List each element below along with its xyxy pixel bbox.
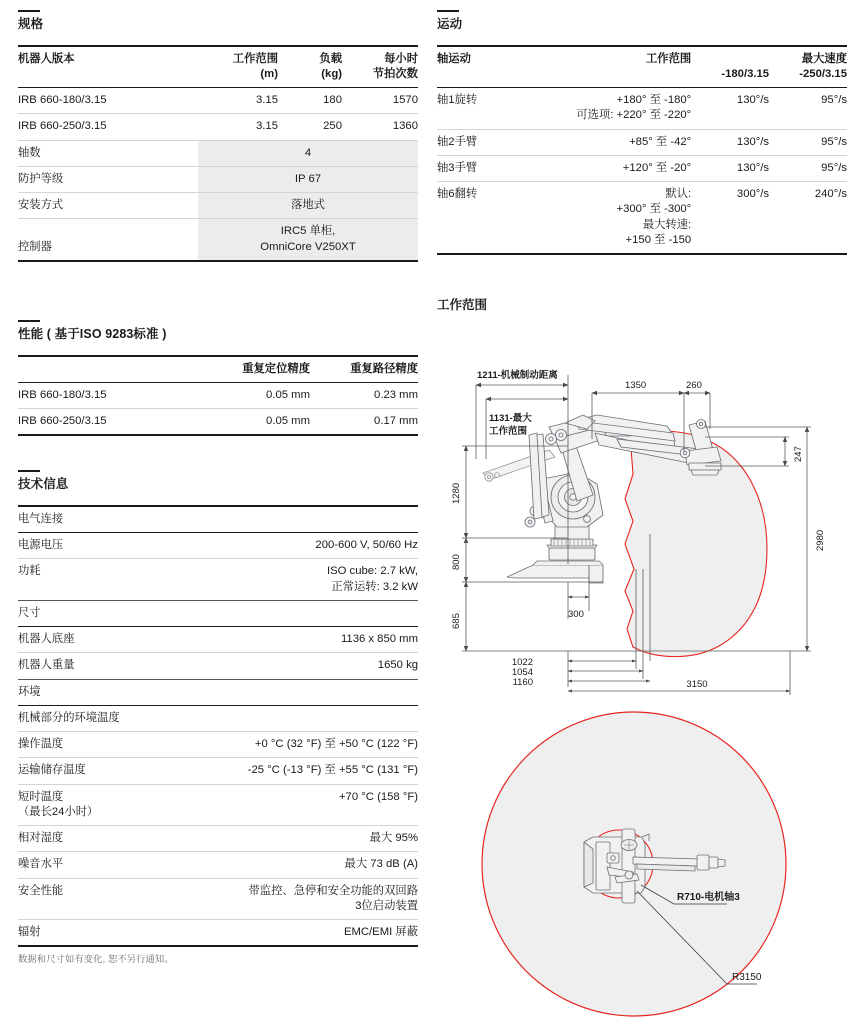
header-payload: 负载 <box>278 46 342 67</box>
table-row <box>18 852 418 878</box>
section-title-motion: 运动 <box>437 17 463 31</box>
label-1350: 1350 <box>625 380 647 392</box>
label-1022: 1022 <box>511 657 533 669</box>
table-row <box>437 129 847 155</box>
header-max-speed-spacer <box>691 46 769 67</box>
section-rule-icon <box>437 10 459 12</box>
table-row <box>18 166 418 192</box>
header-cycles-sub: 节拍次数 <box>342 67 418 88</box>
label-r710: R710-电机轴3 <box>677 892 740 904</box>
cell-label-protection: 防护等级 <box>18 166 198 192</box>
table-row <box>18 193 418 219</box>
section-technical-information <box>18 470 418 965</box>
cell-speed-250-axis-6: 240°/s <box>769 182 847 255</box>
axis-6-range-line-3: 最大转速: <box>642 218 692 231</box>
table-row <box>18 784 418 826</box>
group-header-spacer <box>202 679 418 705</box>
table-row <box>18 920 418 947</box>
axis-6-range-line-1: 默认: <box>665 188 692 201</box>
cell-label-noise: 噪音水平 <box>18 852 202 878</box>
cell-label-short-temp <box>18 784 202 826</box>
power-line-1: ISO cube: 2.7 kW, <box>326 565 418 578</box>
label-3150: 3150 <box>686 679 708 691</box>
table-header-subrow <box>18 67 418 88</box>
axis-1-range-line-1: +180° 至 -180° <box>616 94 692 107</box>
cell-label-controller: 控制器 <box>18 219 198 261</box>
safety-line-2: 3位启动装置 <box>355 899 418 912</box>
cell-payload: 250 <box>278 114 342 140</box>
cell-position-repeatability: 0.05 mm <box>202 409 310 436</box>
group-title-environment: 环境 <box>18 679 202 705</box>
section-title-specifications: 规格 <box>18 17 44 31</box>
cell-speed-180-axis-1: 130°/s <box>691 88 769 130</box>
table-row <box>18 409 418 436</box>
section-rule-icon <box>18 320 40 322</box>
motion-table <box>437 45 847 256</box>
table-row <box>18 878 418 920</box>
axis-1-range-line-2: 可选项: +220° 至 -220° <box>576 109 692 122</box>
axis-6-range-line-4: +150 至 -150 <box>625 233 692 246</box>
cell-label-power-consumption: 功耗 <box>18 559 202 601</box>
section-specifications <box>18 10 418 262</box>
header-path-repeatability: 重复路径精度 <box>310 356 418 383</box>
header-robot-version-sub <box>18 67 198 88</box>
section-performance <box>18 320 418 436</box>
cell-path-repeatability: 0.17 mm <box>310 409 418 436</box>
header-speed-250: -250/3.15 <box>769 67 847 88</box>
cell-robot-version: IRB 660-250/3.15 <box>18 114 198 140</box>
working-range-title: 工作范围 <box>437 298 488 313</box>
cell-speed-180-axis-2: 130°/s <box>691 129 769 155</box>
power-line-2: 正常运转: 3.2 kW <box>331 580 418 593</box>
cell-robot-version: IRB 660-180/3.15 <box>18 382 202 408</box>
table-row <box>18 88 418 114</box>
cell-label-ambient-temp: 机械部分的环境温度 <box>18 705 202 731</box>
label-247: 247 <box>793 446 804 463</box>
header-range-sub <box>560 67 691 88</box>
group-header-row <box>18 679 418 705</box>
axis-6-range-line-2: +300° 至 -300° <box>616 203 692 216</box>
table-row <box>18 627 418 653</box>
section-title-technical: 技术信息 <box>18 477 69 492</box>
cell-value-short-temp: +70 °C (158 °F) <box>202 784 418 826</box>
table-row <box>18 114 418 140</box>
specifications-table <box>18 45 418 262</box>
cell-value-axes: 4 <box>198 140 418 166</box>
group-title-electrical: 电气连接 <box>18 506 202 533</box>
header-reach: 工作范围 <box>198 46 278 67</box>
cell-value-controller <box>198 219 418 261</box>
cell-value-ambient-temp <box>202 705 418 731</box>
section-motion <box>437 10 847 255</box>
table-row <box>18 219 418 261</box>
section-rule-icon <box>18 10 40 12</box>
controller-line-2: OmniCore V250XT <box>260 240 356 253</box>
label-1054: 1054 <box>511 667 533 679</box>
header-axis-movement: 轴运动 <box>437 46 560 67</box>
table-row <box>437 88 847 130</box>
right-column <box>437 10 847 1019</box>
header-cycles: 每小时 <box>342 46 418 67</box>
cell-label-humidity: 相对湿度 <box>18 826 202 852</box>
cell-speed-250-axis-1: 95°/s <box>769 88 847 130</box>
safety-line-1: 带监控、急停和安全功能的双回路 <box>248 884 418 897</box>
technical-table <box>18 505 418 948</box>
label-r3150: R3150 <box>732 972 762 984</box>
header-position-repeatability: 重复定位精度 <box>202 356 310 383</box>
cell-speed-250-axis-2: 95°/s <box>769 129 847 155</box>
table-header-row <box>18 356 418 383</box>
table-header-row <box>18 46 418 67</box>
spacer <box>18 262 418 320</box>
table-row <box>18 758 418 784</box>
header-working-range: 工作范围 <box>560 46 691 67</box>
cell-value-protection: IP 67 <box>198 166 418 192</box>
header-axis-sub <box>437 67 560 88</box>
label-max-range-line2: 工作范围 <box>489 426 528 438</box>
cell-label-robot-base: 机器人底座 <box>18 627 202 653</box>
group-title-dimensions: 尺寸 <box>18 600 202 626</box>
left-column <box>18 10 418 965</box>
cell-label-robot-weight: 机器人重量 <box>18 653 202 679</box>
table-row <box>18 732 418 758</box>
cell-label-operating-temp: 操作温度 <box>18 732 202 758</box>
cell-value-mounting: 落地式 <box>198 193 418 219</box>
cell-value-operating-temp: +0 °C (32 °F) 至 +50 °C (122 °F) <box>202 732 418 758</box>
label-800: 800 <box>451 554 462 571</box>
performance-table <box>18 355 418 437</box>
working-range-figure <box>437 329 847 1019</box>
cell-axis-3: 轴3手臂 <box>437 155 560 181</box>
section-title-performance: 性能 ( 基于ISO 9283标准 ) <box>18 326 167 341</box>
label-1280: 1280 <box>451 482 462 505</box>
cell-axis-2: 轴2手臂 <box>437 129 560 155</box>
cell-range-axis-2: +85° 至 -42° <box>560 129 691 155</box>
cell-value-supply-voltage: 200-600 V, 50/60 Hz <box>202 533 418 559</box>
cell-speed-180-axis-6: 300°/s <box>691 182 769 255</box>
cell-value-humidity: 最大 95% <box>202 826 418 852</box>
cell-position-repeatability: 0.05 mm <box>202 382 310 408</box>
header-robot-version: 机器人版本 <box>18 46 198 67</box>
table-row <box>437 182 847 255</box>
cell-range-axis-6 <box>560 182 691 255</box>
label-260: 260 <box>686 380 702 392</box>
table-row <box>18 382 418 408</box>
table-row <box>18 533 418 559</box>
cell-reach: 3.15 <box>198 114 278 140</box>
short-temp-line-2: （最长24小时） <box>18 805 99 818</box>
short-temp-line-1: 短时温度 <box>18 790 64 803</box>
cell-label-storage-temp: 运输储存温度 <box>18 758 202 784</box>
cell-value-robot-weight: 1650 kg <box>202 653 418 679</box>
header-blank <box>18 356 202 383</box>
cell-label-mounting: 安装方式 <box>18 193 198 219</box>
cell-reach: 3.15 <box>198 88 278 114</box>
cell-axis-6: 轴6翻转 <box>437 182 560 255</box>
cell-value-noise: 最大 73 dB (A) <box>202 852 418 878</box>
top-view-group <box>482 712 786 1016</box>
header-reach-unit: (m) <box>198 67 278 88</box>
cell-label-emission: 辐射 <box>18 920 202 947</box>
cell-label-safety: 安全性能 <box>18 878 202 920</box>
cell-value-robot-base: 1136 x 850 mm <box>202 627 418 653</box>
header-payload-unit: (kg) <box>278 67 342 88</box>
cell-value-safety <box>202 878 418 920</box>
cell-cycles: 1360 <box>342 114 418 140</box>
cell-label-axes: 轴数 <box>18 140 198 166</box>
table-row <box>18 826 418 852</box>
table-row <box>18 705 418 731</box>
cell-cycles: 1570 <box>342 88 418 114</box>
cell-label-supply-voltage: 电源电压 <box>18 533 202 559</box>
label-685: 685 <box>451 613 462 630</box>
header-speed-180: -180/3.15 <box>691 67 769 88</box>
section-rule-icon <box>18 470 40 472</box>
label-brake-distance: 1211-机械制动距离 <box>477 370 558 382</box>
cell-speed-180-axis-3: 130°/s <box>691 155 769 181</box>
group-header-spacer <box>202 506 418 533</box>
table-row <box>18 559 418 601</box>
header-max-speed: 最大速度 <box>769 46 847 67</box>
table-header-subrow <box>437 67 847 88</box>
group-header-spacer <box>202 600 418 626</box>
group-header-row <box>18 506 418 533</box>
table-header-row <box>437 46 847 67</box>
spacer <box>18 436 418 470</box>
label-2980: 2980 <box>815 529 826 552</box>
table-row <box>18 653 418 679</box>
spacer <box>437 255 847 295</box>
cell-range-axis-3: +120° 至 -20° <box>560 155 691 181</box>
table-row <box>18 140 418 166</box>
working-range-svg <box>437 329 847 1019</box>
cell-robot-version: IRB 660-180/3.15 <box>18 88 198 114</box>
controller-line-1: IRC5 单柜, <box>280 225 336 238</box>
label-1160: 1160 <box>512 677 533 689</box>
cell-value-storage-temp: -25 °C (-13 °F) 至 +55 °C (131 °F) <box>202 758 418 784</box>
footnote-disclaimer: 数据和尺寸如有变化, 恕不另行通知。 <box>18 954 174 965</box>
cell-range-axis-1 <box>560 88 691 130</box>
side-view-group <box>451 369 826 695</box>
label-300: 300 <box>568 609 584 621</box>
group-header-row <box>18 600 418 626</box>
cell-speed-250-axis-3: 95°/s <box>769 155 847 181</box>
cell-path-repeatability: 0.23 mm <box>310 382 418 408</box>
cell-axis-1: 轴1旋转 <box>437 88 560 130</box>
table-row <box>437 155 847 181</box>
label-max-range-line1: 1131-最大 <box>489 413 532 425</box>
cell-robot-version: IRB 660-250/3.15 <box>18 409 202 436</box>
cell-value-emission: EMC/EMI 屏蔽 <box>202 920 418 947</box>
cell-payload: 180 <box>278 88 342 114</box>
cell-value-power-consumption <box>202 559 418 601</box>
